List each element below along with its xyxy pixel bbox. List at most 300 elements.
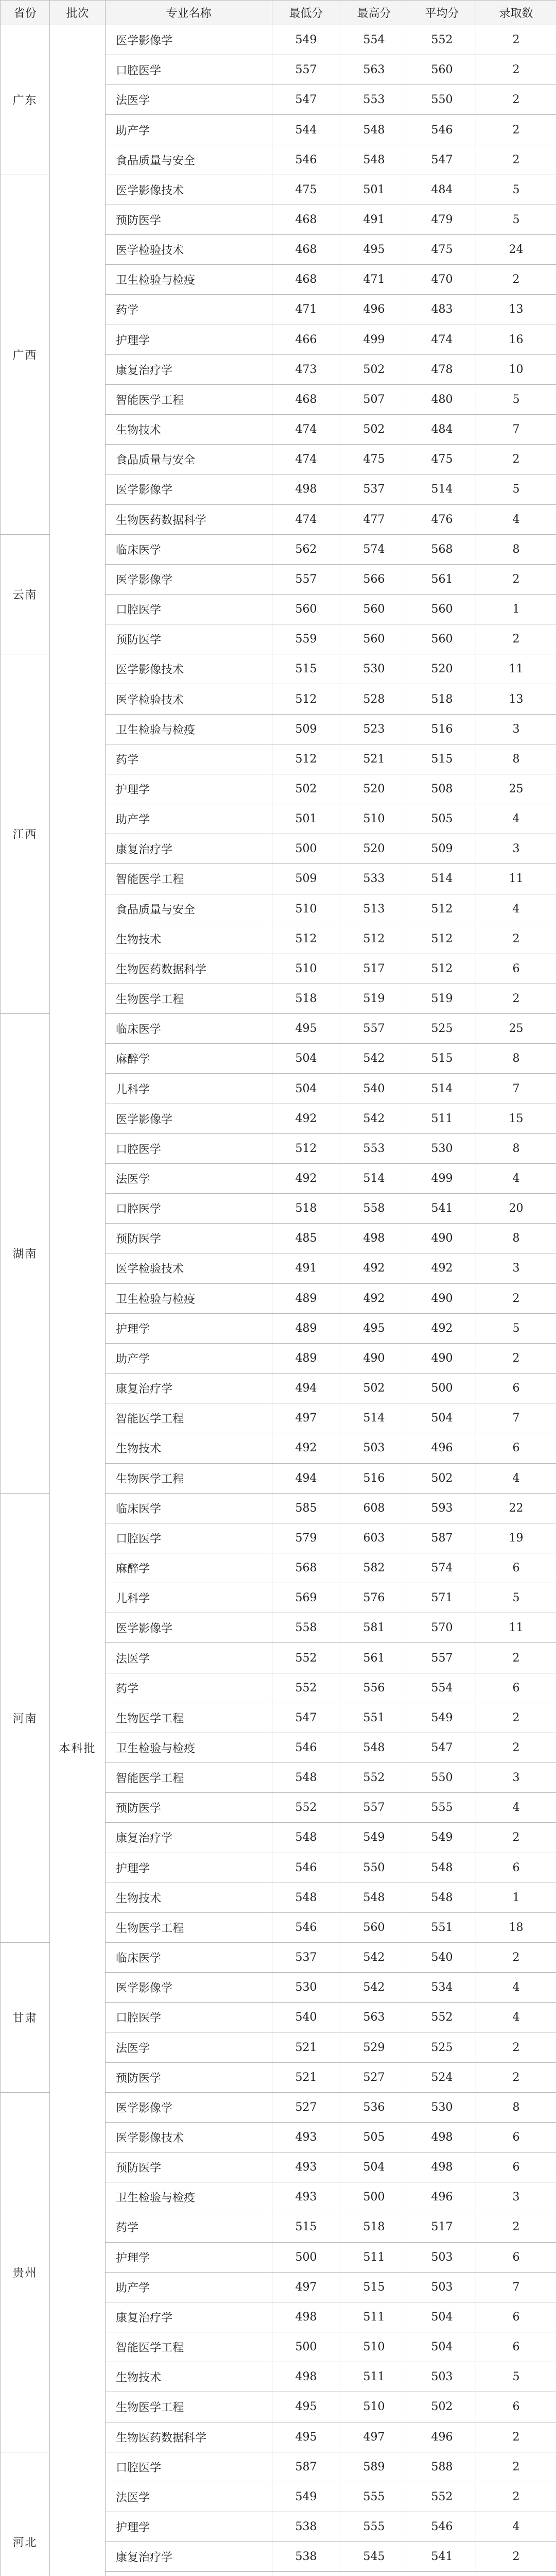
admit-count-cell: 5 bbox=[476, 175, 556, 205]
max-score-cell: 510 bbox=[340, 804, 408, 834]
max-score-cell: 560 bbox=[340, 1912, 408, 1942]
avg-score-cell: 503 bbox=[408, 2272, 476, 2302]
min-score-cell: 494 bbox=[272, 1463, 340, 1493]
header-province: 省份 bbox=[1, 1, 50, 25]
admit-count-cell: 8 bbox=[476, 2092, 556, 2122]
min-score-cell: 552 bbox=[272, 1643, 340, 1673]
major-cell: 医学影像学 bbox=[106, 474, 272, 504]
avg-score-cell: 504 bbox=[408, 2302, 476, 2332]
avg-score-cell: 503 bbox=[408, 2242, 476, 2272]
avg-score-cell: 540 bbox=[408, 1943, 476, 1973]
min-score-cell: 512 bbox=[272, 1133, 340, 1163]
province-cell: 贵州 bbox=[1, 2092, 50, 2452]
min-score-cell: 527 bbox=[272, 2092, 340, 2122]
avg-score-cell: 519 bbox=[408, 984, 476, 1014]
province-cell: 云南 bbox=[1, 534, 50, 654]
table-row bbox=[1, 25, 556, 55]
min-score-cell: 497 bbox=[272, 1403, 340, 1433]
min-score-cell: 568 bbox=[272, 1553, 340, 1583]
admit-count-cell: 6 bbox=[476, 2302, 556, 2332]
avg-score-cell: 514 bbox=[408, 1074, 476, 1104]
avg-score-cell: 514 bbox=[408, 864, 476, 894]
admit-count-cell: 7 bbox=[476, 415, 556, 445]
max-score-cell: 554 bbox=[340, 25, 408, 55]
min-score-cell: 546 bbox=[272, 1912, 340, 1942]
min-score-cell: 547 bbox=[272, 1703, 340, 1733]
admit-count-cell: 5 bbox=[476, 474, 556, 504]
admit-count-cell: 19 bbox=[476, 1523, 556, 1553]
max-score-cell: 563 bbox=[340, 55, 408, 85]
admit-count-cell: 6 bbox=[476, 1853, 556, 1883]
max-score-cell: 553 bbox=[340, 85, 408, 115]
min-score-cell: 474 bbox=[272, 504, 340, 534]
min-score-cell: 509 bbox=[272, 714, 340, 744]
major-cell: 智能医学工程 bbox=[106, 864, 272, 894]
avg-score-cell: 514 bbox=[408, 474, 476, 504]
admit-count-cell: 2 bbox=[476, 2032, 556, 2062]
avg-score-cell: 474 bbox=[408, 325, 476, 354]
major-cell: 卫生检验与检疫 bbox=[106, 265, 272, 295]
min-score-cell: 498 bbox=[272, 474, 340, 504]
admit-count-cell: 8 bbox=[476, 1133, 556, 1163]
avg-score-cell: 571 bbox=[408, 1583, 476, 1613]
major-cell: 护理学 bbox=[106, 2242, 272, 2272]
admit-count-cell: 2 bbox=[476, 1703, 556, 1733]
table-body bbox=[1, 25, 556, 2576]
max-score-cell: 576 bbox=[340, 1583, 408, 1613]
major-cell: 药学 bbox=[106, 1673, 272, 1703]
max-score-cell: 502 bbox=[340, 1374, 408, 1403]
min-score-cell: 557 bbox=[272, 55, 340, 85]
major-cell: 预防医学 bbox=[106, 1793, 272, 1823]
avg-score-cell: 547 bbox=[408, 145, 476, 175]
province-cell: 江西 bbox=[1, 654, 50, 1014]
max-score-cell: 516 bbox=[340, 1463, 408, 1493]
province-cell: 河南 bbox=[1, 1493, 50, 1942]
max-score-cell: 492 bbox=[340, 1283, 408, 1313]
admit-count-cell: 5 bbox=[476, 1583, 556, 1613]
max-score-cell: 553 bbox=[340, 1133, 408, 1163]
min-score-cell: 585 bbox=[272, 1493, 340, 1523]
min-score-cell: 489 bbox=[272, 1343, 340, 1373]
admit-count-cell: 2 bbox=[476, 1343, 556, 1373]
max-score-cell: 560 bbox=[340, 624, 408, 654]
avg-score-cell: 574 bbox=[408, 1553, 476, 1583]
min-score-cell: 468 bbox=[272, 384, 340, 414]
min-score-cell: 538 bbox=[272, 2542, 340, 2572]
major-cell: 医学影像技术 bbox=[106, 2122, 272, 2152]
avg-score-cell: 478 bbox=[408, 354, 476, 384]
admit-count-cell: 2 bbox=[476, 2542, 556, 2572]
major-cell: 口腔医学 bbox=[106, 594, 272, 624]
avg-score-cell: 476 bbox=[408, 504, 476, 534]
major-cell: 智能医学工程 bbox=[106, 2332, 272, 2362]
major-cell: 生物技术 bbox=[106, 924, 272, 954]
province-cell: 湖南 bbox=[1, 1014, 50, 1494]
admit-count-cell: 2 bbox=[476, 624, 556, 654]
avg-score-cell: 560 bbox=[408, 624, 476, 654]
admit-count-cell: 4 bbox=[476, 504, 556, 534]
major-cell: 护理学 bbox=[106, 1853, 272, 1883]
avg-score-cell: 546 bbox=[408, 115, 476, 145]
max-score-cell: 511 bbox=[340, 2302, 408, 2332]
min-score-cell: 548 bbox=[272, 1823, 340, 1853]
major-cell: 口腔医学 bbox=[106, 1133, 272, 1163]
avg-score-cell: 496 bbox=[408, 1433, 476, 1463]
admit-count-cell: 2 bbox=[476, 1643, 556, 1673]
max-score-cell: 499 bbox=[340, 325, 408, 354]
max-score-cell: 608 bbox=[340, 1493, 408, 1523]
admit-count-cell: 4 bbox=[476, 1163, 556, 1193]
major-cell: 临床医学 bbox=[106, 1943, 272, 1973]
min-score-cell: 510 bbox=[272, 894, 340, 924]
avg-score-cell: 475 bbox=[408, 235, 476, 265]
avg-score-cell bbox=[408, 2572, 476, 2576]
min-score-cell: 544 bbox=[272, 115, 340, 145]
major-cell: 医学影像学 bbox=[106, 564, 272, 594]
max-score-cell: 497 bbox=[340, 2422, 408, 2452]
avg-score-cell: 517 bbox=[408, 2212, 476, 2242]
max-score-cell: 490 bbox=[340, 1343, 408, 1373]
max-score-cell: 542 bbox=[340, 1104, 408, 1133]
avg-score-cell: 570 bbox=[408, 1613, 476, 1643]
min-score-cell: 547 bbox=[272, 85, 340, 115]
max-score-cell: 521 bbox=[340, 744, 408, 774]
admit-count-cell: 15 bbox=[476, 1104, 556, 1133]
admit-count-cell: 18 bbox=[476, 1912, 556, 1942]
avg-score-cell: 511 bbox=[408, 1104, 476, 1133]
min-score-cell: 546 bbox=[272, 1853, 340, 1883]
admit-count-cell: 7 bbox=[476, 2272, 556, 2302]
admit-count-cell: 2 bbox=[476, 2212, 556, 2242]
avg-score-cell: 524 bbox=[408, 2062, 476, 2092]
min-score-cell: 560 bbox=[272, 594, 340, 624]
max-score-cell: 505 bbox=[340, 2122, 408, 2152]
batch-cell: 本科批 bbox=[50, 25, 106, 2576]
min-score-cell: 492 bbox=[272, 1433, 340, 1463]
min-score-cell: 558 bbox=[272, 1613, 340, 1643]
major-cell: 护理学 bbox=[106, 1313, 272, 1343]
avg-score-cell: 503 bbox=[408, 2362, 476, 2392]
major-cell: 临床医学 bbox=[106, 1014, 272, 1044]
max-score-cell: 556 bbox=[340, 1673, 408, 1703]
min-score-cell: 518 bbox=[272, 984, 340, 1014]
admit-count-cell: 8 bbox=[476, 744, 556, 774]
min-score-cell: 492 bbox=[272, 1104, 340, 1133]
max-score-cell bbox=[340, 2572, 408, 2576]
min-score-cell: 546 bbox=[272, 1733, 340, 1762]
min-score-cell: 466 bbox=[272, 325, 340, 354]
admit-count-cell: 5 bbox=[476, 205, 556, 234]
avg-score-cell: 530 bbox=[408, 2092, 476, 2122]
major-cell: 口腔医学 bbox=[106, 1523, 272, 1553]
max-score-cell: 501 bbox=[340, 175, 408, 205]
province-cell: 甘肃 bbox=[1, 1943, 50, 2093]
major-cell: 口腔医学 bbox=[106, 2452, 272, 2482]
max-score-cell: 542 bbox=[340, 1943, 408, 1973]
major-cell: 法医学 bbox=[106, 2032, 272, 2062]
major-cell: 医学检验技术 bbox=[106, 684, 272, 714]
avg-score-cell: 549 bbox=[408, 1823, 476, 1853]
major-cell: 麻醉学 bbox=[106, 1553, 272, 1583]
avg-score-cell: 512 bbox=[408, 924, 476, 954]
min-score-cell: 468 bbox=[272, 265, 340, 295]
major-cell: 生物技术 bbox=[106, 1883, 272, 1912]
major-cell: 药学 bbox=[106, 744, 272, 774]
avg-score-cell: 498 bbox=[408, 2153, 476, 2182]
major-cell: 口腔医学 bbox=[106, 55, 272, 85]
major-cell: 儿科学 bbox=[106, 1583, 272, 1613]
min-score-cell: 549 bbox=[272, 25, 340, 55]
min-score-cell: 489 bbox=[272, 1313, 340, 1343]
min-score-cell: 493 bbox=[272, 2182, 340, 2212]
max-score-cell: 491 bbox=[340, 205, 408, 234]
major-cell: 助产学 bbox=[106, 115, 272, 145]
min-score-cell: 512 bbox=[272, 924, 340, 954]
avg-score-cell: 587 bbox=[408, 1523, 476, 1553]
header-batch: 批次 bbox=[50, 1, 106, 25]
major-cell: 医学影像学 bbox=[106, 1104, 272, 1133]
min-score-cell: 530 bbox=[272, 1973, 340, 2003]
min-score-cell: 495 bbox=[272, 1014, 340, 1044]
admit-count-cell: 4 bbox=[476, 1793, 556, 1823]
min-score-cell: 497 bbox=[272, 2272, 340, 2302]
major-cell: 食品质量与安全 bbox=[106, 894, 272, 924]
min-score-cell: 515 bbox=[272, 654, 340, 684]
avg-score-cell: 502 bbox=[408, 1463, 476, 1493]
major-cell: 生物医药数据科学 bbox=[106, 504, 272, 534]
max-score-cell: 550 bbox=[340, 1853, 408, 1883]
max-score-cell: 504 bbox=[340, 2153, 408, 2182]
admit-count-cell: 8 bbox=[476, 1044, 556, 1074]
max-score-cell: 555 bbox=[340, 2482, 408, 2512]
major-cell: 生物医学工程 bbox=[106, 1703, 272, 1733]
major-cell: 生物医学工程 bbox=[106, 2392, 272, 2422]
major-cell: 卫生检验与检疫 bbox=[106, 1283, 272, 1313]
max-score-cell: 513 bbox=[340, 894, 408, 924]
admit-count-cell: 4 bbox=[476, 1973, 556, 2003]
major-cell: 卫生检验与检疫 bbox=[106, 1733, 272, 1762]
major-cell: 康复治疗学 bbox=[106, 2302, 272, 2332]
min-score-cell: 498 bbox=[272, 2302, 340, 2332]
avg-score-cell: 504 bbox=[408, 1403, 476, 1433]
avg-score-cell: 500 bbox=[408, 1374, 476, 1403]
min-score-cell: 587 bbox=[272, 2452, 340, 2482]
admit-count-cell: 6 bbox=[476, 1553, 556, 1583]
avg-score-cell: 504 bbox=[408, 2332, 476, 2362]
max-score-cell: 529 bbox=[340, 2032, 408, 2062]
avg-score-cell: 509 bbox=[408, 834, 476, 864]
avg-score-cell: 480 bbox=[408, 384, 476, 414]
max-score-cell: 548 bbox=[340, 115, 408, 145]
admit-count-cell bbox=[476, 2572, 556, 2576]
max-score-cell: 540 bbox=[340, 1074, 408, 1104]
admit-count-cell: 6 bbox=[476, 2392, 556, 2422]
major-cell: 助产学 bbox=[106, 804, 272, 834]
admit-count-cell: 2 bbox=[476, 145, 556, 175]
min-score-cell: 504 bbox=[272, 1044, 340, 1074]
avg-score-cell: 593 bbox=[408, 1493, 476, 1523]
max-score-cell: 517 bbox=[340, 954, 408, 984]
major-cell: 预防医学 bbox=[106, 624, 272, 654]
admit-count-cell: 13 bbox=[476, 295, 556, 325]
admit-count-cell: 3 bbox=[476, 714, 556, 744]
min-score-cell: 485 bbox=[272, 1224, 340, 1253]
max-score-cell: 510 bbox=[340, 2392, 408, 2422]
admit-count-cell: 2 bbox=[476, 1283, 556, 1313]
province-cell: 广西 bbox=[1, 175, 50, 534]
min-score-cell: 562 bbox=[272, 534, 340, 564]
max-score-cell: 589 bbox=[340, 2452, 408, 2482]
min-score-cell: 495 bbox=[272, 2392, 340, 2422]
major-cell: 临床医学 bbox=[106, 534, 272, 564]
major-cell: 生物医药数据科学 bbox=[106, 954, 272, 984]
min-score-cell: 468 bbox=[272, 205, 340, 234]
major-cell: 康复治疗学 bbox=[106, 1374, 272, 1403]
avg-score-cell: 548 bbox=[408, 1883, 476, 1912]
min-score-cell: 475 bbox=[272, 175, 340, 205]
min-score-cell: 557 bbox=[272, 564, 340, 594]
major-cell: 口腔医学 bbox=[106, 2003, 272, 2032]
header-max-score: 最高分 bbox=[340, 1, 408, 25]
admit-count-cell: 3 bbox=[476, 1253, 556, 1283]
min-score-cell: 500 bbox=[272, 2332, 340, 2362]
major-cell: 智能医学工程 bbox=[106, 384, 272, 414]
header-major: 专业名称 bbox=[106, 1, 272, 25]
min-score-cell: 492 bbox=[272, 1163, 340, 1193]
major-cell: 生物技术 bbox=[106, 415, 272, 445]
min-score-cell: 471 bbox=[272, 295, 340, 325]
admit-count-cell: 2 bbox=[476, 85, 556, 115]
max-score-cell: 500 bbox=[340, 2182, 408, 2212]
max-score-cell: 523 bbox=[340, 714, 408, 744]
max-score-cell: 548 bbox=[340, 1733, 408, 1762]
admit-count-cell: 11 bbox=[476, 654, 556, 684]
avg-score-cell: 498 bbox=[408, 2122, 476, 2152]
major-cell: 助产学 bbox=[106, 2272, 272, 2302]
min-score-cell: 495 bbox=[272, 2422, 340, 2452]
avg-score-cell: 475 bbox=[408, 445, 476, 474]
avg-score-cell: 546 bbox=[408, 2512, 476, 2541]
max-score-cell: 558 bbox=[340, 1194, 408, 1224]
max-score-cell: 574 bbox=[340, 534, 408, 564]
max-score-cell: 542 bbox=[340, 1973, 408, 2003]
admit-count-cell: 5 bbox=[476, 384, 556, 414]
major-cell: 生物技术 bbox=[106, 1433, 272, 1463]
major-cell: 预防医学 bbox=[106, 205, 272, 234]
major-cell: 生物技术 bbox=[106, 2362, 272, 2392]
avg-score-cell: 515 bbox=[408, 1044, 476, 1074]
min-score-cell: 540 bbox=[272, 2003, 340, 2032]
admit-count-cell: 4 bbox=[476, 1463, 556, 1493]
admit-count-cell: 1 bbox=[476, 594, 556, 624]
max-score-cell: 555 bbox=[340, 2512, 408, 2541]
avg-score-cell: 548 bbox=[408, 1853, 476, 1883]
avg-score-cell: 541 bbox=[408, 2542, 476, 2572]
admit-count-cell: 6 bbox=[476, 2242, 556, 2272]
admit-count-cell: 2 bbox=[476, 2062, 556, 2092]
province-cell: 广东 bbox=[1, 25, 50, 175]
max-score-cell: 514 bbox=[340, 1403, 408, 1433]
min-score-cell: 518 bbox=[272, 1194, 340, 1224]
min-score-cell: 494 bbox=[272, 1374, 340, 1403]
admit-count-cell: 6 bbox=[476, 2122, 556, 2152]
admit-count-cell: 3 bbox=[476, 2182, 556, 2212]
avg-score-cell: 508 bbox=[408, 774, 476, 804]
max-score-cell: 527 bbox=[340, 2062, 408, 2092]
min-score-cell: 501 bbox=[272, 804, 340, 834]
avg-score-cell: 560 bbox=[408, 55, 476, 85]
avg-score-cell: 534 bbox=[408, 1973, 476, 2003]
max-score-cell: 492 bbox=[340, 1253, 408, 1283]
max-score-cell: 549 bbox=[340, 1823, 408, 1853]
admit-count-cell: 5 bbox=[476, 1313, 556, 1343]
min-score-cell: 493 bbox=[272, 2153, 340, 2182]
admit-count-cell: 22 bbox=[476, 1493, 556, 1523]
avg-score-cell: 560 bbox=[408, 594, 476, 624]
max-score-cell: 557 bbox=[340, 1014, 408, 1044]
avg-score-cell: 525 bbox=[408, 1014, 476, 1044]
max-score-cell: 511 bbox=[340, 2362, 408, 2392]
major-cell: 口腔医学 bbox=[106, 1194, 272, 1224]
avg-score-cell: 516 bbox=[408, 714, 476, 744]
admit-count-cell: 2 bbox=[476, 115, 556, 145]
admit-count-cell: 25 bbox=[476, 1014, 556, 1044]
admit-count-cell: 11 bbox=[476, 1613, 556, 1643]
major-cell: 康复治疗学 bbox=[106, 354, 272, 384]
max-score-cell: 518 bbox=[340, 2212, 408, 2242]
header-min-score: 最低分 bbox=[272, 1, 340, 25]
major-cell: 护理学 bbox=[106, 2512, 272, 2541]
max-score-cell: 514 bbox=[340, 1163, 408, 1193]
table-header-row bbox=[1, 1, 556, 25]
admit-count-cell: 25 bbox=[476, 774, 556, 804]
major-cell: 儿科学 bbox=[106, 1074, 272, 1104]
admit-count-cell: 8 bbox=[476, 534, 556, 564]
admit-count-cell: 2 bbox=[476, 924, 556, 954]
header-admit-count: 录取数 bbox=[476, 1, 556, 25]
avg-score-cell: 530 bbox=[408, 1133, 476, 1163]
admit-count-cell: 2 bbox=[476, 564, 556, 594]
avg-score-cell: 490 bbox=[408, 1343, 476, 1373]
major-cell: 法医学 bbox=[106, 1643, 272, 1673]
max-score-cell: 537 bbox=[340, 474, 408, 504]
min-score-cell: 493 bbox=[272, 2122, 340, 2152]
major-cell: 法医学 bbox=[106, 85, 272, 115]
min-score-cell: 509 bbox=[272, 864, 340, 894]
max-score-cell: 582 bbox=[340, 1553, 408, 1583]
max-score-cell: 477 bbox=[340, 504, 408, 534]
admit-count-cell: 4 bbox=[476, 804, 556, 834]
major-cell: 卫生检验与检疫 bbox=[106, 714, 272, 744]
min-score-cell: 502 bbox=[272, 774, 340, 804]
avg-score-cell: 483 bbox=[408, 295, 476, 325]
admit-count-cell: 2 bbox=[476, 2422, 556, 2452]
max-score-cell: 536 bbox=[340, 2092, 408, 2122]
min-score-cell: 515 bbox=[272, 2212, 340, 2242]
admit-count-cell: 2 bbox=[476, 984, 556, 1014]
major-cell: 生物医学工程 bbox=[106, 1463, 272, 1493]
avg-score-cell: 496 bbox=[408, 2422, 476, 2452]
avg-score-cell: 490 bbox=[408, 1283, 476, 1313]
avg-score-cell: 518 bbox=[408, 684, 476, 714]
major-cell: 预防医学 bbox=[106, 1224, 272, 1253]
min-score-cell: 549 bbox=[272, 2482, 340, 2512]
max-score-cell: 551 bbox=[340, 1703, 408, 1733]
admit-count-cell: 2 bbox=[476, 445, 556, 474]
min-score-cell: 468 bbox=[272, 235, 340, 265]
min-score-cell: 521 bbox=[272, 2032, 340, 2062]
